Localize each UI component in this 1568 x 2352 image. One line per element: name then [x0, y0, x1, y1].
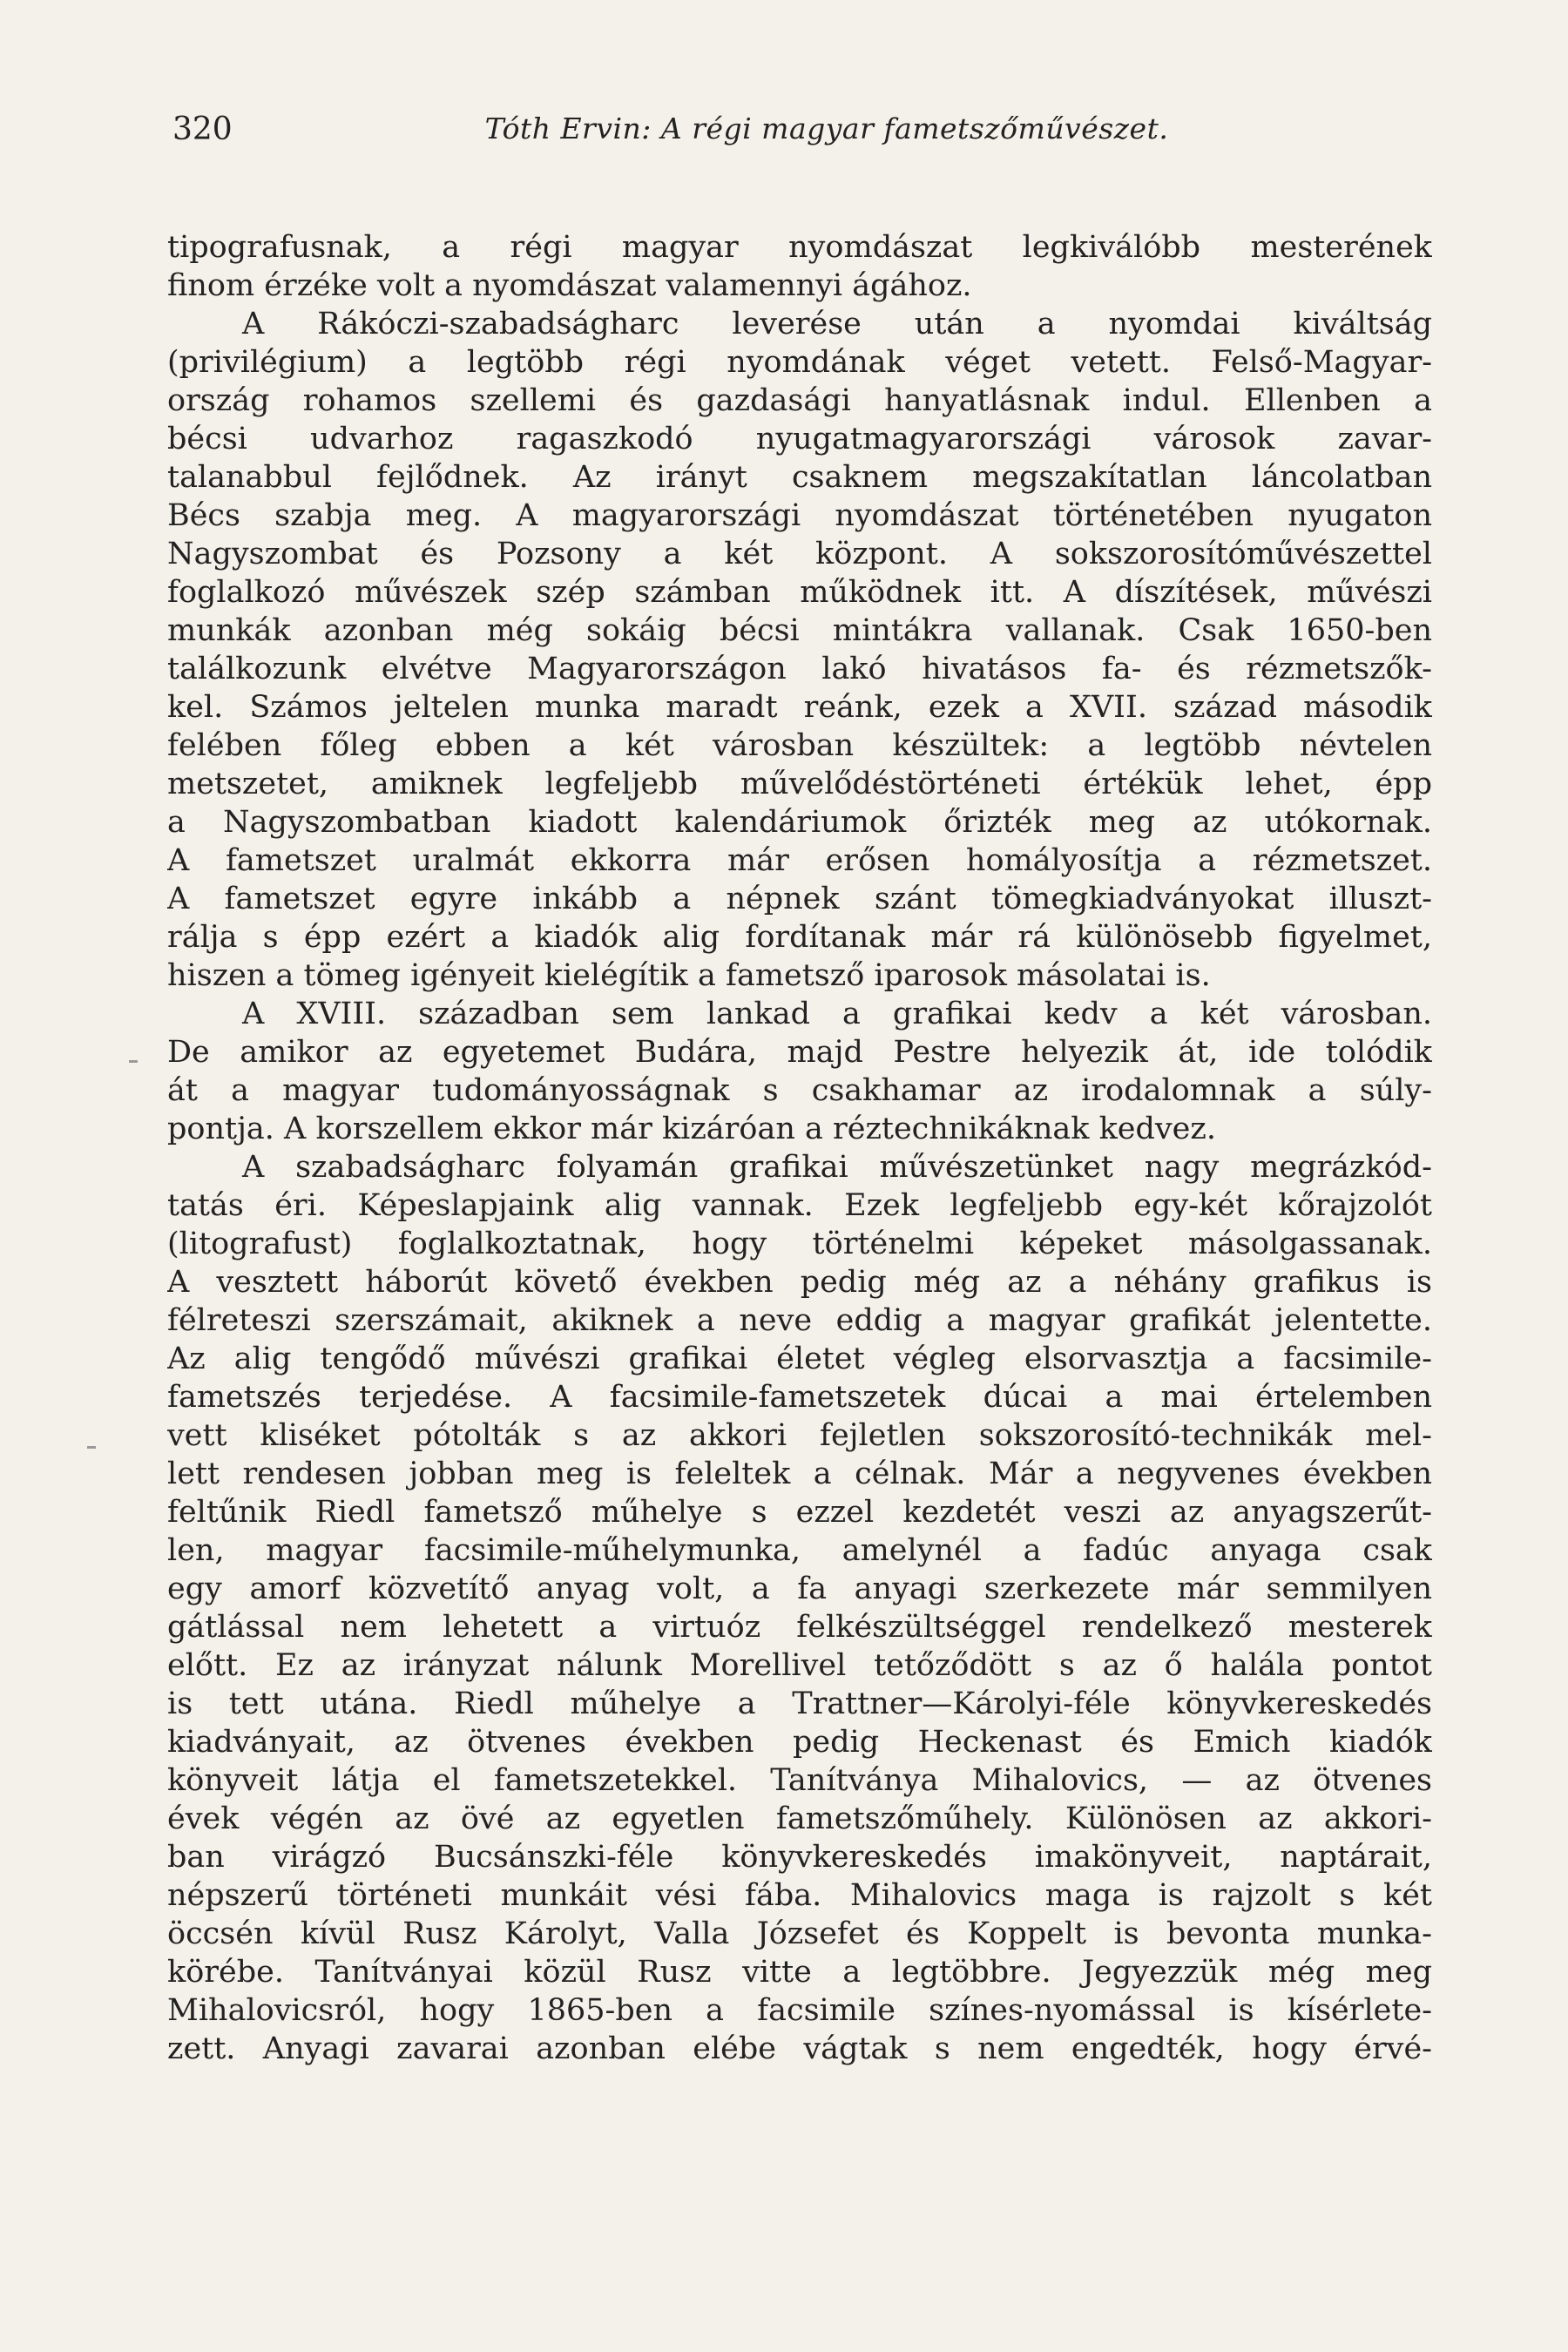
text-line: len, magyar facsimile-műhelymunka, amelynél a fadúc anyaga csak — [167, 1533, 1432, 1568]
text-line: tatás éri. Képeslapjaink alig vannak. Ezek legfeljebb egy-két kőrajzolót — [167, 1188, 1432, 1223]
text-line: rálja s épp ezért a kiadók alig fordítanak már rá különösebb figyelmet, — [167, 920, 1432, 955]
text-line: A fametszet egyre inkább a népnek szánt tömegkiadványokat illuszt- — [167, 882, 1432, 916]
text-line: ban virágzó Bucsánszki-féle könyvkereskedés imakönyveit, naptárait, — [167, 1840, 1432, 1875]
running-head: Tóth Ervin: A régi magyar fametszőművészet. — [484, 112, 1169, 145]
text-line: találkozunk elvétve Magyarországon lakó hivatásos fa- és rézmetszők- — [167, 652, 1432, 686]
text-line: (privilégium) a legtöbb régi nyomdának véget vetett. Felső-Magyar- — [167, 345, 1432, 380]
text-line: fametszés terjedése. A facsimile-fametszetek dúcai a mai értelemben — [167, 1380, 1432, 1415]
text-line: munkák azonban még sokáig bécsi mintákra vallanak. Csak 1650-ben — [167, 613, 1432, 648]
text-line: félreteszi szerszámait, akiknek a neve eddig a magyar grafikát jelentette. — [167, 1303, 1432, 1338]
text-line: bécsi udvarhoz ragaszkodó nyugatmagyarországi városok zavar- — [167, 422, 1432, 456]
text-line: évek végén az övé az egyetlen fametszőműhely. Különösen az akkori- — [167, 1801, 1432, 1836]
text-line: Nagyszombat és Pozsony a két központ. A sokszorosítóművészettel — [167, 537, 1432, 571]
text-line: gátlással nem lehetett a virtuóz felkészültséggel rendelkező mesterek — [167, 1610, 1432, 1645]
text-line: könyveit látja el fametszetekkel. Tanítványa Mihalovics, — az ötvenes — [167, 1763, 1432, 1798]
text-line: hiszen a tömeg igényeit kielégítik a fametsző iparosok másolatai is. — [167, 958, 1211, 993]
text-line: A Rákóczi-szabadságharc leverése után a nyomdai kiváltság — [242, 307, 1432, 341]
text-line: vett kliséket pótolták s az akkori fejletlen sokszorosító-technikák mel- — [167, 1418, 1432, 1453]
margin-mark — [129, 1060, 138, 1063]
text-line: át a magyar tudományosságnak s csakhamar az irodalomnak a súly- — [167, 1073, 1432, 1108]
text-line: (litografust) foglalkoztatnak, hogy történelmi képeket másolgassanak. — [167, 1227, 1432, 1261]
text-line: finom érzéke volt a nyomdászat valamennyi ágához. — [167, 268, 972, 303]
page-header — [172, 112, 1429, 155]
text-line: pontja. A korszellem ekkor már kizáróan a réztechnikáknak kedvez. — [167, 1112, 1216, 1146]
page-number: 320 — [172, 112, 233, 147]
text-line: ország rohamos szellemi és gazdasági hanyatlásnak indul. Ellenben a — [167, 383, 1432, 418]
text-line: A szabadságharc folyamán grafikai művészetünket nagy megrázkód- — [242, 1150, 1432, 1185]
text-line: egy amorf közvetítő anyag volt, a fa anyagi szerkezete már semmilyen — [167, 1571, 1432, 1606]
text-line: talanabbul fejlődnek. Az irányt csaknem megszakítatlan láncolatban — [167, 460, 1432, 495]
text-line: kiadványait, az ötvenes években pedig Heckenast és Emich kiadók — [167, 1725, 1432, 1760]
text-line: körébe. Tanítványai közül Rusz vitte a legtöbbre. Jegyezzük még meg — [167, 1955, 1432, 1990]
text-line: De amikor az egyetemet Budára, majd Pestre helyezik át, ide tolódik — [167, 1035, 1432, 1070]
text-line: A XVIII. században sem lankad a grafikai kedv a két városban. — [242, 997, 1432, 1031]
margin-mark — [87, 1446, 96, 1449]
text-line: is tett utána. Riedl műhelye a Trattner—Károlyi-féle könyvkereskedés — [167, 1686, 1432, 1721]
text-line: metszetet, amiknek legfeljebb művelődéstörténeti értékük lehet, épp — [167, 767, 1432, 801]
body-text — [167, 228, 1432, 2068]
text-line: A fametszet uralmát ekkorra már erősen homályosítja a rézmetszet. — [167, 843, 1432, 878]
text-line: Mihalovicsról, hogy 1865-ben a facsimile színes-nyomással is kísérlete- — [167, 1993, 1432, 2028]
text-line: foglalkozó művészek szép számban működnek itt. A díszítések, művészi — [167, 575, 1432, 610]
text-line: népszerű történeti munkáit vési fába. Mihalovics maga is rajzolt s két — [167, 1878, 1432, 1913]
text-line: öccsén kívül Rusz Károlyt, Valla Józsefet és Koppelt is bevonta munka- — [167, 1916, 1432, 1951]
text-line: Bécs szabja meg. A magyarországi nyomdászat történetében nyugaton — [167, 498, 1432, 533]
text-line: tipografusnak, a régi magyar nyomdászat legkiválóbb mesterének — [167, 230, 1432, 265]
text-line: felében főleg ebben a két városban készültek: a legtöbb névtelen — [167, 728, 1432, 763]
text-line: lett rendesen jobban meg is feleltek a célnak. Már a negyvenes években — [167, 1456, 1432, 1491]
text-line: feltűnik Riedl fametsző műhelye s ezzel kezdetét veszi az anyagszerűt- — [167, 1495, 1432, 1530]
text-line: a Nagyszombatban kiadott kalendáriumok őrizték meg az utókornak. — [167, 805, 1432, 840]
text-line: előtt. Ez az irányzat nálunk Morellivel tetőződött s az ő halála pontot — [167, 1648, 1432, 1683]
text-line: zett. Anyagi zavarai azonban elébe vágtak s nem engedték, hogy érvé- — [167, 2031, 1432, 2066]
text-line: kel. Számos jeltelen munka maradt reánk, ezek a XVII. század második — [167, 690, 1432, 725]
text-line: A vesztett háborút követő években pedig még az a néhány grafikus is — [167, 1265, 1432, 1300]
text-line: Az alig tengődő művészi grafikai életet végleg elsorvasztja a facsimile- — [167, 1342, 1432, 1376]
